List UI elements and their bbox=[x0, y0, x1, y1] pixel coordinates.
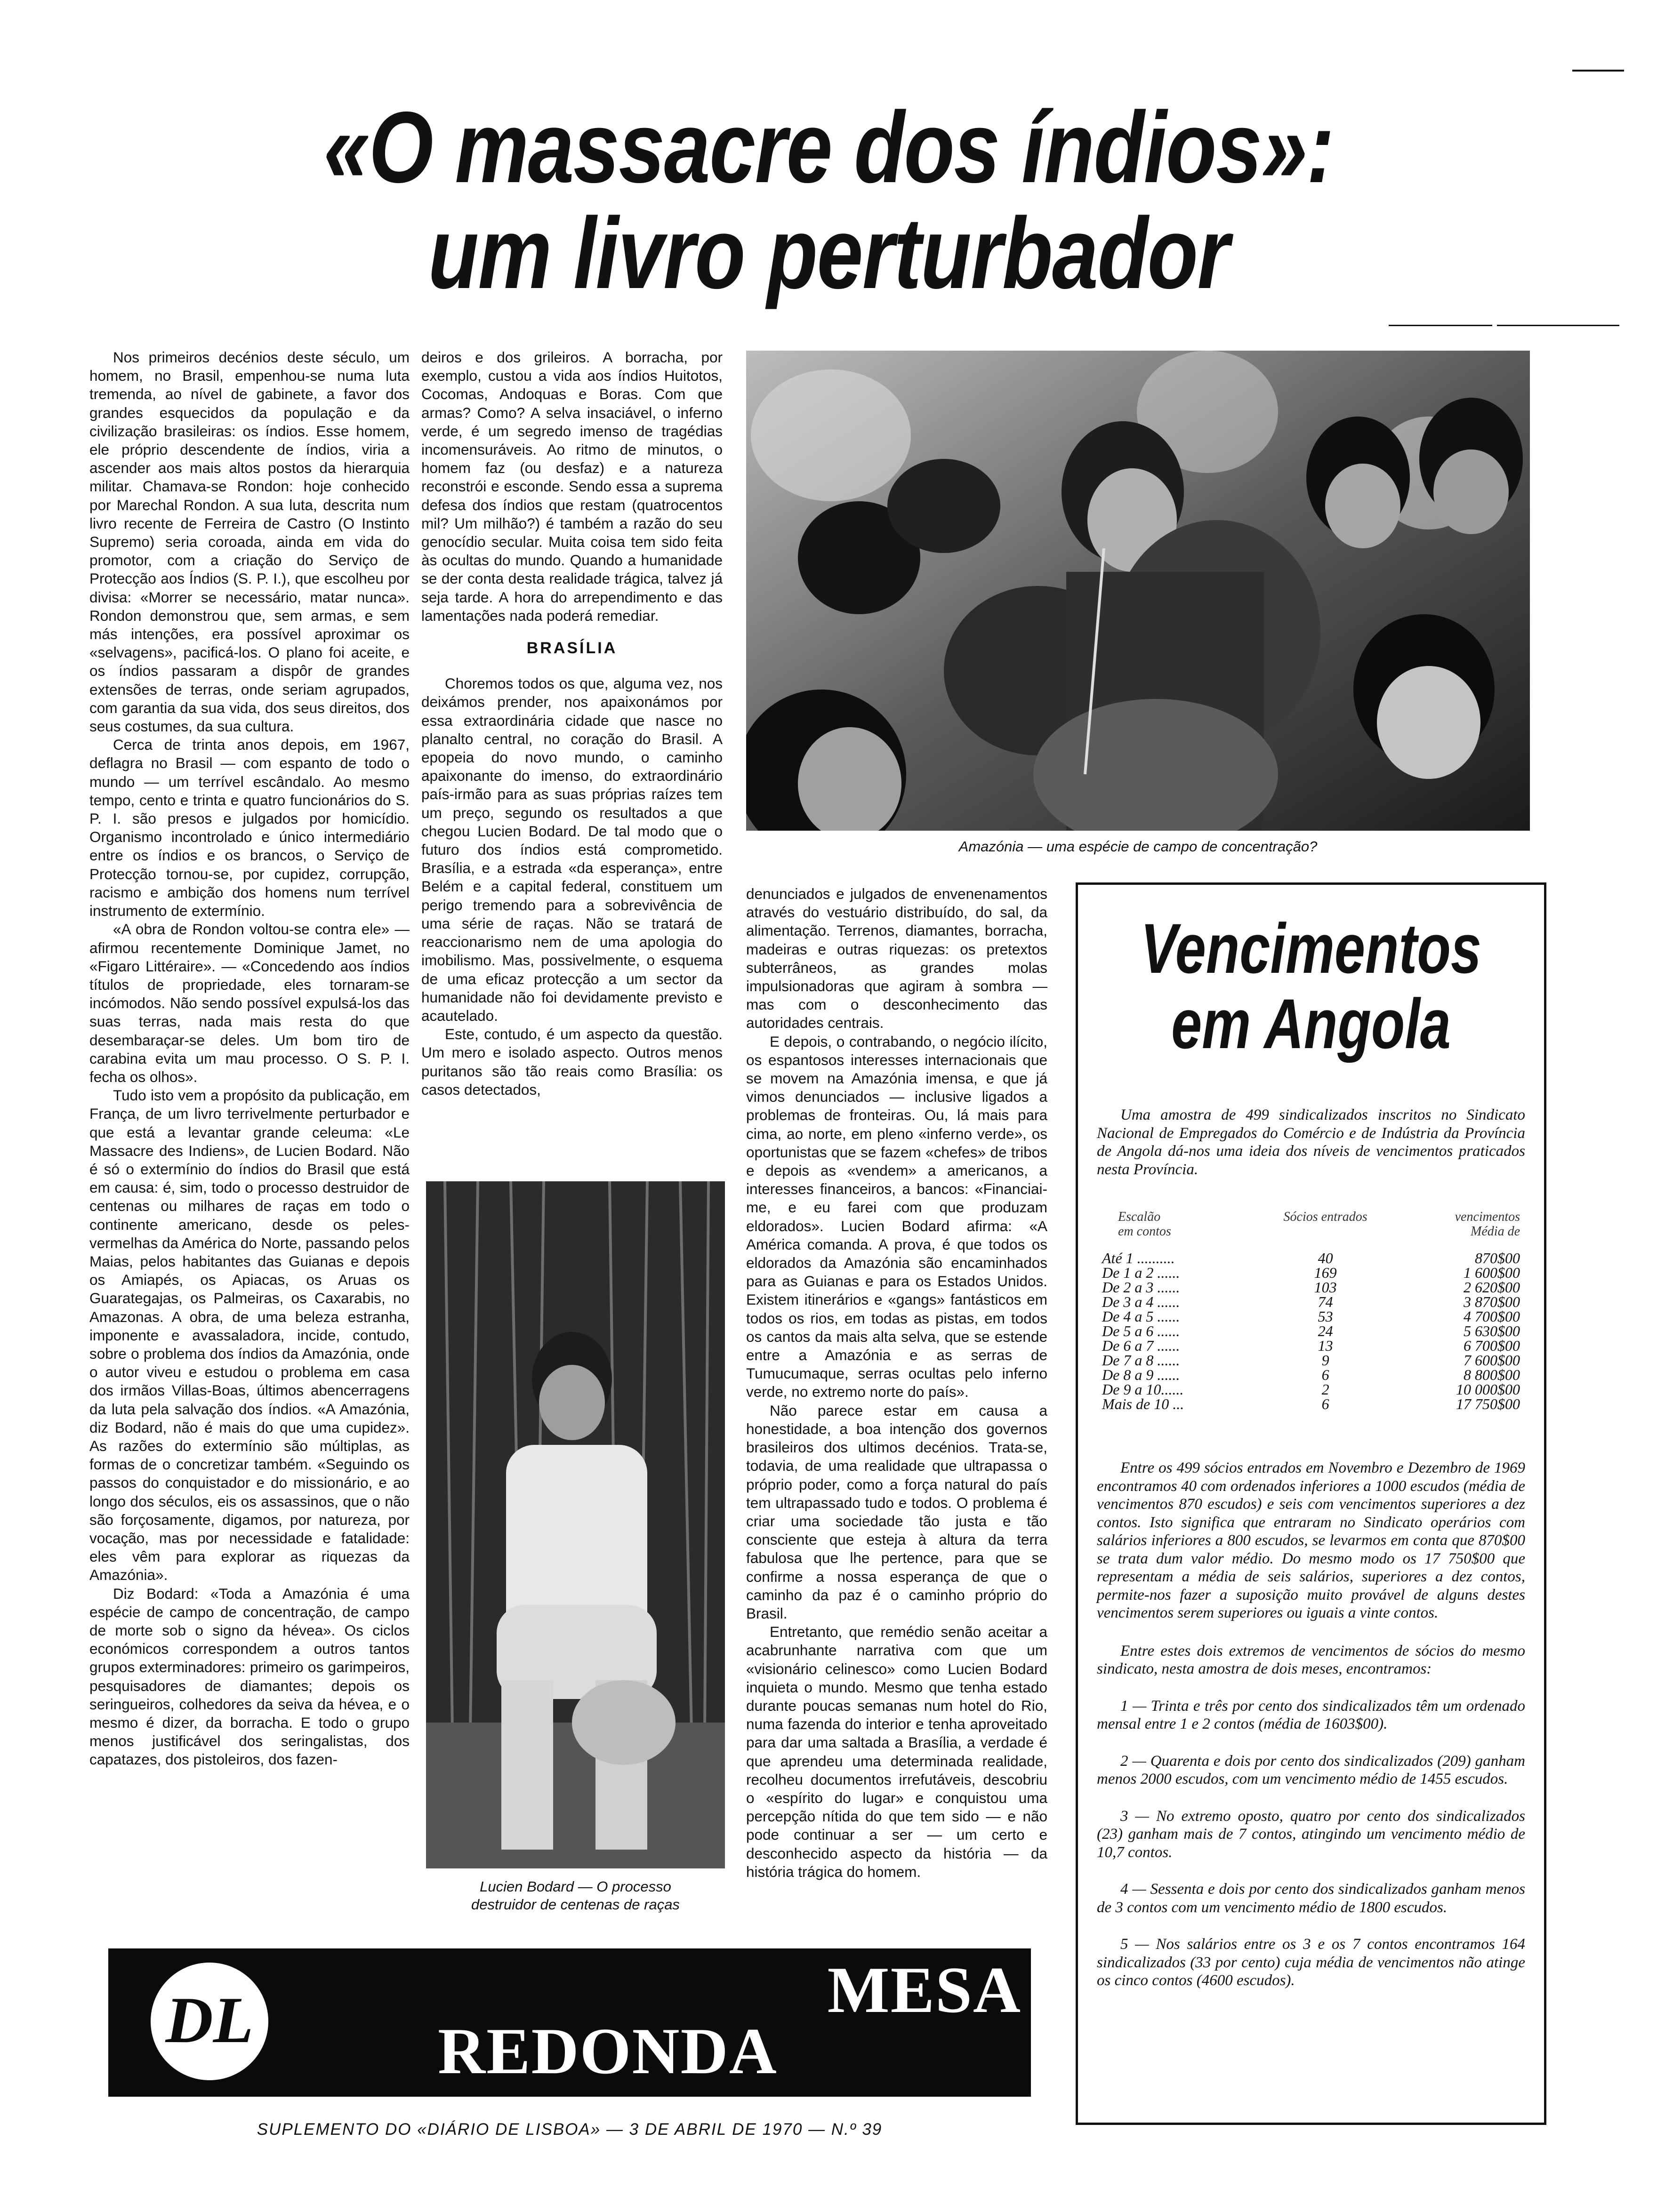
cell-range: Mais de 10 ... bbox=[1102, 1395, 1184, 1412]
caption-line: destruidor de centenas de raças bbox=[471, 1896, 680, 1913]
header-text: vencimentos bbox=[1455, 1210, 1520, 1224]
cell-socios: 6 bbox=[1321, 1395, 1329, 1412]
headline bbox=[149, 90, 1508, 310]
bodard-photo-illustration bbox=[426, 1181, 725, 1868]
article-column-3 bbox=[746, 885, 1047, 1920]
cell-socios: 169 bbox=[1314, 1264, 1337, 1281]
cell-range: De 5 a 6 ...... bbox=[1102, 1322, 1180, 1339]
header-text: Escalão bbox=[1118, 1210, 1161, 1224]
headline-rule-1 bbox=[1389, 325, 1492, 326]
banner-title bbox=[673, 1954, 1022, 2027]
section-subhead: BRASÍLIA bbox=[526, 639, 618, 657]
photo-illustration bbox=[746, 351, 1530, 831]
article-paragraph: denunciados e julgados de envenenamentos através do vestuário distribuído, do sal, da alimentação. Terrenos, diamantes, borracha, madeiras e outras riquezas: os pretextos subterrâneos, as grandes molas impulsionadoras que agiram à sombra — mas com o desconhecimento das autoridades centrais. bbox=[746, 885, 1047, 1032]
table-row bbox=[1099, 1280, 1523, 1295]
table-row bbox=[1099, 1397, 1523, 1411]
header-text: Média de bbox=[1471, 1224, 1520, 1239]
box-paragraph: 1 — Trinta e três por cento dos sindicalizados têm um ordenado mensal entre 1 e 2 contos (média de 1603$00). bbox=[1097, 1697, 1525, 1732]
amazonia-photo bbox=[746, 351, 1530, 831]
table-row bbox=[1099, 1309, 1523, 1324]
cell-media: 4 700$00 bbox=[1464, 1308, 1520, 1325]
box-paragraph: 5 — Nos salários entre os 3 e os 7 contos encontramos 164 sindicalizados (33 por cento) cuja média de vencimentos não atinge os cinco contos (4600 escudos). bbox=[1097, 1936, 1525, 1989]
cell-media: 7 600$00 bbox=[1464, 1352, 1520, 1369]
cell-media: 1 600$00 bbox=[1464, 1264, 1520, 1281]
cell-socios: 53 bbox=[1318, 1308, 1333, 1325]
banner-title-2 bbox=[438, 2015, 1022, 2088]
cell-media: 17 750$00 bbox=[1456, 1395, 1520, 1412]
article-column-1 bbox=[89, 348, 410, 1892]
caption-line: Lucien Bodard — O processo bbox=[480, 1878, 671, 1895]
photo-caption-bottom bbox=[426, 1878, 725, 1914]
table-row bbox=[1099, 1382, 1523, 1397]
box-intro-text: Uma amostra de 499 sindicalizados inscritos no Sindicato Nacional de Empregados do Comércio e de Indústria da Província de Angola dá-nos uma ideia dos níveis de vencimentos praticados nesta Província. bbox=[1097, 1106, 1525, 1178]
box-paragraph: Entre os 499 sócios entrados em Novembro e Dezembro de 1969 encontramos 40 com ordenados inferiores a 1000 escudos (média de vencimentos 870 escudos) e seis com vencimentos superiores a dez contos. Isto significa que entraram no Sindicato operários com salários inferiores a 800 escudos, se levarmos em conta que 870$00 se trata dum valor médio. Do mesmo modo os 17 750$00 que representam a média de seis salários, superiores a dez contos, permite-nos fazer a suposição muito provável de alguns destes vencimentos serem superiores ou iguais a vinte contos. bbox=[1097, 1459, 1525, 1621]
footer: SUPLEMENTO DO «DIÁRIO DE LISBOA» — 3 DE ABRIL DE 1970 — N.º 39 bbox=[257, 2120, 883, 2139]
table-row bbox=[1099, 1295, 1523, 1309]
banner-line-2: REDONDA bbox=[438, 2015, 778, 2088]
box-title-line-1: Vencimentos bbox=[1141, 909, 1481, 988]
box-paragraph: 3 — No extremo oposto, quatro por cento dos sindicalizados (23) ganham mais de 7 contos, atingindo um vencimento médio de 10,7 contos. bbox=[1097, 1807, 1525, 1861]
article-paragraph: E depois, o contrabando, o negócio ilícito, os espantosos interesses internacionais que se movem na Amazónia imensa, e que já vimos denunciados — inclusive ligados a problemas de fronteiras. Ou, lá mais para cima, ao norte, em pleno «inferno verde», os oportunistas que se fazem «chefes» de tribos e depois as «vendem» a americanos, a interesses financeiros, a bancos: «Financiai-me, e eu farei com que produzam eldorados». Lucien Bodard afirma: «A América comanda. A prova, é que todos os eldorados da Amazónia são encaminhados para as Guianas e para os Estados Unidos. Existem itinerários e «gangs» fantásticos em todos os rios, em todas as pistas, em todos os cantos da mais alta selva, que se estende entre a Amazónia e as serras de Tumucumaque, serras ocultas pelo inferno verde, no extremo norte do país». bbox=[746, 1033, 1047, 1401]
article-paragraph: «A obra de Rondon voltou-se contra ele» — afirmou recentemente Dominique Jamet, no «Figaro Littéraire». — «Concedendo aos índios títulos de propriedade, eles tornaram-se incómodos. Não sendo possível expulsá-los das suas terras, nada mais resta do que desembaraçar-se deles. Um bom tiro de carabina evita um mau processo. O S. P. I. fecha os olhos». bbox=[89, 921, 410, 1085]
box-title-line-2: em Angola bbox=[1171, 984, 1451, 1063]
header-socios: Sócios entrados bbox=[1283, 1210, 1367, 1224]
cell-range: Até 1 .......... bbox=[1102, 1250, 1175, 1266]
cell-range: De 4 a 5 ...... bbox=[1102, 1308, 1180, 1325]
table-row bbox=[1099, 1368, 1523, 1382]
cell-range: De 8 a 9 ...... bbox=[1102, 1366, 1180, 1383]
article-column-2 bbox=[421, 348, 723, 1158]
table-row bbox=[1099, 1353, 1523, 1368]
banner-line-1: MESA bbox=[827, 1954, 1022, 2027]
box-paragraph: Entre estes dois extremos de vencimentos de sócios do mesmo sindicato, nesta amostra de dois meses, encontramos: bbox=[1097, 1642, 1525, 1677]
article-paragraph: Tudo isto vem a propósito da publicação, em França, de um livro terrivelmente perturbador e que está a levantar grande celeuma: «Le Massacre des Indiens», de Lucien Bodard. Não é só o extermínio do índios do Brasil que está em causa: é, sim, todo o processo destruidor de centenas ou milhares de raças em todo o continente americano, desde os peles-vermelhas da América do Norte, passando pelos Maias, pelos habitantes das Guianas e depois os Amiapés, os Apiacas, os Aruas os Guarategajas, os Palmeiras, os Caxarabis, no Amazonas. A obra, de uma beleza estranha, imponente e avassaladora, incide, contudo, sobre o problema dos índios da Amazónia, onde o autor viveu e estudou o problema em casa dos irmãos Villas-Boas, últimos abencerragens da luta pela salvação dos índios. «A Amazónia, diz Bodard, não é mais do que uma cupidez». As razões do extermínio são múltiplas, as formas de o concretizar também. «Seguindo os passos do conquistador e do missionário, e ao longo dos séculos, eis os assassinos, que o não são forçosamente, digamos, por natureza, por vocação, mas por necessidade e fatalidade: eles vêm para explorar as riquezas da Amazónia». bbox=[89, 1087, 410, 1584]
box-paragraph: 2 — Quarenta e dois por cento dos sindicalizados (209) ganham menos 2000 escudos, com um vencimento médio de 1455 escudos. bbox=[1097, 1752, 1525, 1787]
table-header bbox=[1099, 1210, 1523, 1239]
box-analysis bbox=[1097, 1459, 1525, 1990]
article-paragraph: Entretanto, que remédio senão aceitar a acabrunhante narrativa com que um «visionário celinesco» como Lucien Bodard inquieta o mundo. Mesmo que tenha estado durante poucas semanas num hotel do Rio, numa fazenda do interior e tenha aproveitado para dar uma saltada a Brasília, a verdade é que aprendeu uma determinada realidade, recolheu documentos irrefutáveis, descobriu o «espírito do lugar» e conquistou uma percepção nítida do que tem sido — e não pode continuar a ser — um certo e desconhecido aspecto da história — da história trágica do homem. bbox=[746, 1623, 1047, 1880]
cell-media: 2 620$00 bbox=[1464, 1279, 1520, 1296]
cell-media: 6 700$00 bbox=[1464, 1337, 1520, 1354]
header-text: em contos bbox=[1118, 1224, 1171, 1239]
cell-range: De 2 a 3 ...... bbox=[1102, 1279, 1180, 1296]
salaries-table bbox=[1099, 1210, 1523, 1411]
cell-socios: 13 bbox=[1318, 1337, 1333, 1354]
dl-logo bbox=[151, 1963, 268, 2080]
cell-media: 3 870$00 bbox=[1464, 1293, 1520, 1310]
salaries-box bbox=[1076, 882, 1546, 2125]
cell-socios: 2 bbox=[1321, 1381, 1329, 1398]
cell-media: 8 800$00 bbox=[1464, 1366, 1520, 1383]
cell-socios: 9 bbox=[1321, 1352, 1329, 1369]
cell-socios: 74 bbox=[1318, 1293, 1333, 1310]
bodard-photo bbox=[426, 1181, 725, 1868]
article-paragraph: Não parece estar em causa a honestidade, a boa intenção dos governos brasileiros dos ultimos decénios. Trata-se, todavia, de uma realidade que ultrapassa o próprio poder, como a força natural do país tem ultrapassado tudo e todos. O problema é criar uma sociedade tão justa e tão consciente que esteja à altura da terra fabulosa que lhe pertence, para que se confirme a nossa esperança de que o caminho da paz é o caminho próprio do Brasil. bbox=[746, 1402, 1047, 1622]
cell-media: 10 000$00 bbox=[1456, 1381, 1520, 1398]
cell-range: De 6 a 7 ...... bbox=[1102, 1337, 1180, 1354]
box-title bbox=[1129, 911, 1493, 1061]
cell-media: 5 630$00 bbox=[1464, 1322, 1520, 1339]
article-paragraph: Choremos todos os que, alguma vez, nos deixámos prender, nos apaixonámos por essa extraordinária cidade que nasce no planalto central, no coração do Brasil. A epopeia do novo mundo, o caminho apaixonante do imenso, do extraordinário país-irmão para as suas próprias raízes tem um preço, segundo os resultados a que chegou Lucien Bodard. De tal modo que o futuro dos índios está comprometido. Brasília, e a estrada «da esperança», entre Belém e a capital federal, constituem um perigo tremendo para a sobrevivência de uma série de raças. Não se tratará de reaccionarismo nem de uma apologia do imobilismo. Mas, possivelmente, o esquema de uma eficaz protecção a um sector da humanidade não foi devidamente previsto e acautelado. bbox=[421, 675, 723, 1024]
headline-rule-2 bbox=[1497, 325, 1619, 326]
article-paragraph: Diz Bodard: «Toda a Amazónia é uma espécie de campo de concentração, de campo de morte sob o signo da hévea». Os ciclos económicos correspondem a outros tantos grupos exterminadores: primeiro os garimpeiros, pesquisadores de diamantes; depois os seringueiros, colhedores da seiva da hévea, e o mesmo é dizer, da borracha. E todo o grupo menos justificável dos seringalistas, dos capatazes, dos pistoleiros, dos fazen- bbox=[89, 1585, 410, 1768]
cell-range: De 7 a 8 ...... bbox=[1102, 1352, 1180, 1369]
cell-range: De 9 a 10...... bbox=[1102, 1381, 1184, 1398]
photo-caption-top: Amazónia — uma espécie de campo de concentração? bbox=[958, 838, 1318, 855]
table-row bbox=[1099, 1324, 1523, 1338]
header-media bbox=[1402, 1210, 1523, 1239]
cell-socios: 6 bbox=[1321, 1366, 1329, 1383]
cell-media: 870$00 bbox=[1475, 1250, 1520, 1266]
headline-line-2: um livro perturbador bbox=[428, 196, 1229, 310]
cell-socios: 40 bbox=[1318, 1250, 1333, 1266]
article-paragraph: Cerca de trinta anos depois, em 1967, deflagra no Brasil — com espanto de todo o mundo — um terrível escândalo. Ao mesmo tempo, cento e trinta e quatro funcionários do S. P. I. são presos e julgados por homicídio. Organismo incontrolado e único intermediário entre os índios e os brancos, o Serviço de Protecção tornou-se, por cupidez, corrupção, racismo e ambição dos homens num terrível instrumento de extermínio. bbox=[89, 736, 410, 920]
box-paragraph: 4 — Sessenta e dois por cento dos sindicalizados ganham menos de 3 contos com um vencimento médio de 1800 escudos. bbox=[1097, 1881, 1525, 1916]
dl-logo-text: DL bbox=[165, 1984, 254, 2057]
corner-rule bbox=[1572, 70, 1624, 72]
headline-line-1: «O massacre dos índios»: bbox=[323, 90, 1334, 204]
cell-range: De 1 a 2 ...... bbox=[1102, 1264, 1180, 1281]
table-row bbox=[1099, 1266, 1523, 1280]
header-escalao bbox=[1099, 1210, 1249, 1239]
article-paragraph: Este, contudo, é um aspecto da questão. Um mero e isolado aspecto. Outros menos puritanos são tão reais como Brasília: os casos detectados, bbox=[421, 1026, 723, 1098]
cell-socios: 24 bbox=[1318, 1322, 1333, 1339]
article-paragraph: deiros e dos grileiros. A borracha, por exemplo, custou a vida aos índios Huitotos, Cocomas, Andoquas e Boras. Com que armas? Como? A selva insaciável, o inferno verde, é um segredo imenso de tragédias incomensuráveis. Ao ritmo de minutos, o homem faz (ou desfaz) e a natureza reconstrói e esconde. Sendo essa a suprema defesa dos índios que restam (quatrocentos mil? Um milhão?) é também a razão do seu genocídio secular. Muita coisa tem sido feita às ocultas do mundo. Quando a humanidade se der conta desta realidade trágica, talvez já seja tarde. A hora do arrependimento e das lamentações nada poderá remediar. bbox=[421, 349, 723, 624]
mesa-redonda-banner bbox=[108, 1948, 1031, 2097]
cell-socios: 103 bbox=[1314, 1279, 1337, 1296]
box-intro bbox=[1097, 1106, 1525, 1178]
article-paragraph: Nos primeiros decénios deste século, um homem, no Brasil, empenhou-se numa luta tremenda, ao nível de gabinete, a favor dos grandes esquecidos da população e da civilização brasileiras: os índios. Esse homem, ele próprio descendente de índios, viria a ascender aos mais altos postos da hierarquia militar. Chamava-se Rondon: hoje conhecido por Marechal Rondon. A sua luta, descrita num livro recente de Ferreira de Castro (O Instinto Supremo) seria coroada, ainda em vida do promotor, com a criação do Serviço de Protecção aos Índios (S. P. I.), que escolheu por divisa: «Morrer se necessário, matar nunca». Rondon demonstrou que, sem armas, e sem más intenções, era possível aproximar os «selvagens», pacificá-los. O plano foi aceite, e os índios passaram a dispôr de grandes extensões de terras, onde seriam agrupados, com garantia da sua vida, dos seus direitos, dos seus costumes, da sua cultura. bbox=[89, 349, 410, 735]
table-row bbox=[1099, 1338, 1523, 1353]
cell-range: De 3 a 4 ...... bbox=[1102, 1293, 1180, 1310]
table-row bbox=[1099, 1251, 1523, 1266]
